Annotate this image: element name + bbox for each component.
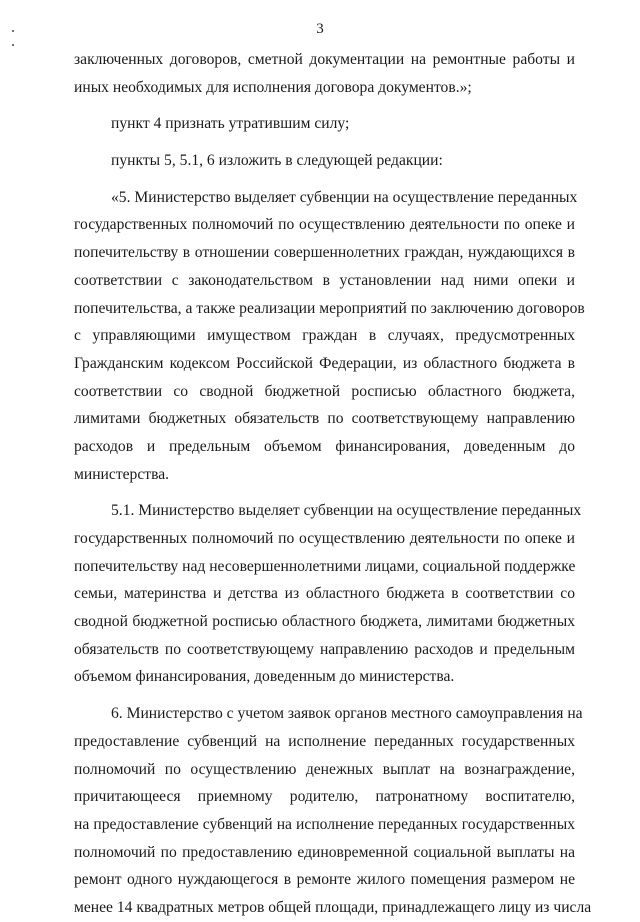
text-line: полномочий по предоставлению единовременной социальной выплаты на (74, 843, 575, 861)
text-line: 6. Министерство с учетом заявок органов местного самоуправления на (111, 705, 583, 723)
text-line: пункты 5, 5.1, 6 изложить в следующей редакции: (111, 152, 443, 170)
text-line: с управляющими имуществом граждан в случаях, предусмотренных (74, 327, 575, 345)
text-line: обязательств по соответствующему направлению расходов и предельным (74, 640, 575, 658)
text-line: 5.1. Министерство выделяет субвенции на осуществление переданных (111, 502, 582, 520)
text-line: на предоставление субвенций на исполнение переданных государственных (74, 815, 575, 833)
text-line: попечительству над несовершеннолетними лицами, социальной поддержке (74, 557, 576, 575)
paragraph-item-5-1 (74, 497, 582, 691)
text-line: попечительству в отношении совершеннолетних граждан, нуждающихся в (74, 244, 575, 262)
text-line: предоставление субвенций на исполнение переданных государственных (74, 732, 575, 750)
paragraph-item-5 (74, 184, 585, 489)
scan-speck (12, 44, 14, 46)
text-line: соответствии с законодательством в установлении над ними опеки и (74, 271, 575, 289)
text-line: Гражданским кодексом Российской Федерации, из областного бюджета в (74, 354, 575, 372)
text-line: попечительства, а также реализации мероприятий по заключению договоров (74, 299, 585, 317)
text-line: лимитами бюджетных обязательств по соответствующему направлению (74, 410, 575, 428)
paragraph-items-intro (74, 147, 575, 175)
text-line: министерства. (74, 465, 170, 483)
text-line: соответствии со сводной бюджетной росписью областного бюджета, (74, 382, 575, 400)
paragraph-item-6 (74, 700, 592, 922)
text-line: причитающееся приемному родителю, патронатному воспитателю, (74, 788, 575, 806)
page-number: 3 (316, 21, 324, 37)
text-line: пункт 4 признать утратившим силу; (111, 115, 350, 133)
text-line: полномочий по осуществлению денежных выплат на вознаграждение, (74, 760, 575, 778)
paragraph-item-4 (74, 110, 575, 138)
text-line: менее 14 квадратных метров общей площади, принадлежащего лицу из числа (74, 898, 592, 916)
document-body (74, 46, 592, 922)
text-line: расходов и предельным объемом финансирования, доведенным до (74, 437, 575, 455)
text-line: ремонт одного нуждающегося в ремонте жилого помещения размером не (74, 871, 575, 889)
text-line: заключенных договоров, сметной документации на ремонтные работы и (74, 51, 575, 68)
text-line: иных необходимых для исполнения договора документов.»; (74, 78, 472, 96)
text-line: объемом финансирования, доведенным до министерства. (74, 668, 455, 686)
paragraph-continuation (74, 46, 575, 101)
text-line: «5. Министерство выделяет субвенции на осуществление переданных (111, 188, 578, 206)
text-line: семьи, материнства и детства из областного бюджета в соответствии со (74, 585, 575, 603)
text-line: государственных полномочий по осуществлению деятельности по опеке и (74, 530, 575, 547)
text-line: сводной бюджетной росписью областного бюджета, лимитами бюджетных (74, 613, 575, 631)
text-line: государственных полномочий по осуществлению деятельности по опеке и (74, 216, 575, 234)
